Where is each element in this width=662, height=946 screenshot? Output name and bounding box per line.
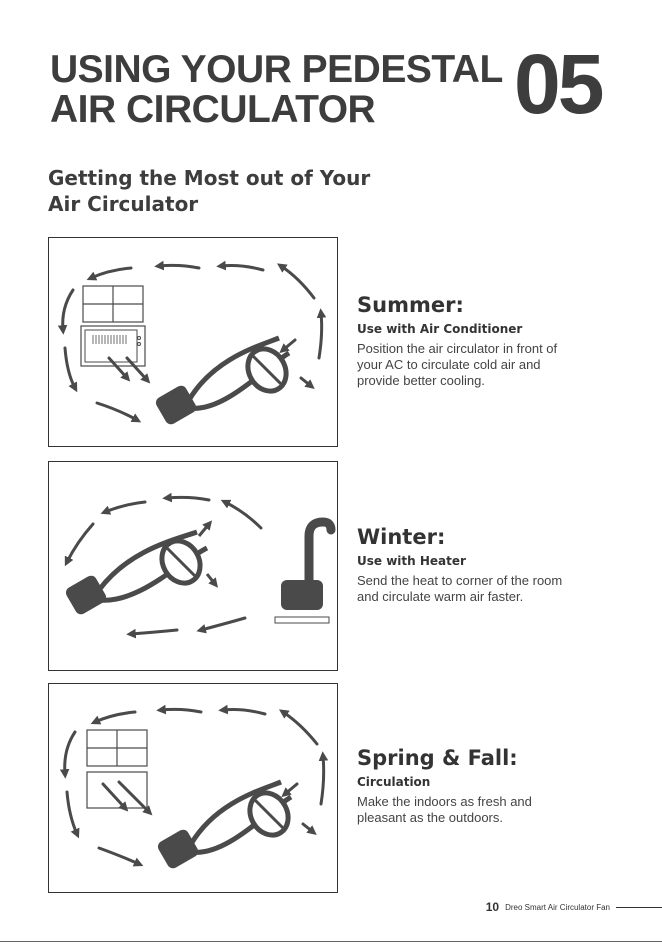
summer-illustration xyxy=(48,237,338,447)
page-title xyxy=(50,50,503,130)
page-number: 10 xyxy=(485,900,500,914)
winter-section xyxy=(357,525,647,605)
winter-description: Send the heat to corner of the room and circulate warm air faster. xyxy=(357,573,563,604)
summer-description: Position the air circulator in front of your AC to circulate cold air and provide better cooling. xyxy=(357,341,558,388)
page-footer xyxy=(486,900,662,914)
page-title-line-2: AIR CIRCULATOR xyxy=(50,88,376,131)
spring-fall-description: Make the indoors as fresh and pleasant as the outdoors. xyxy=(357,794,532,825)
air-circulator-icon xyxy=(156,782,296,870)
footer-divider xyxy=(616,907,662,908)
spring-fall-title: Spring & Fall: xyxy=(357,746,518,770)
air-conditioner-icon xyxy=(81,326,145,366)
winter-illustration xyxy=(48,461,338,671)
spring-fall-airflow-diagram xyxy=(49,684,339,894)
section-title-line-2: Air Circulator xyxy=(48,192,199,216)
winter-airflow-diagram xyxy=(49,462,339,672)
spring-fall-section xyxy=(357,746,647,826)
summer-subtitle: Use with Air Conditioner xyxy=(357,322,523,336)
summer-section xyxy=(357,293,647,389)
summer-title: Summer: xyxy=(357,293,464,317)
window-icon xyxy=(83,286,143,322)
heater-icon xyxy=(275,522,331,623)
air-circulator-icon xyxy=(64,524,215,616)
section-title xyxy=(48,165,370,217)
winter-title: Winter: xyxy=(357,525,446,549)
page-title-line-1: USING YOUR PEDESTAL xyxy=(50,48,503,91)
page-bottom-border xyxy=(0,941,662,942)
winter-subtitle: Use with Heater xyxy=(357,554,466,568)
section-title-line-1: Getting the Most out of Your xyxy=(48,166,371,190)
spring-fall-illustration xyxy=(48,683,338,893)
summer-airflow-diagram xyxy=(49,238,339,448)
product-name: Dreo Smart Air Circulator Fan xyxy=(505,902,610,912)
window-icon xyxy=(87,730,147,766)
spring-fall-subtitle: Circulation xyxy=(357,775,431,789)
chapter-number: 05 xyxy=(514,37,602,131)
air-circulator-icon xyxy=(154,338,294,426)
